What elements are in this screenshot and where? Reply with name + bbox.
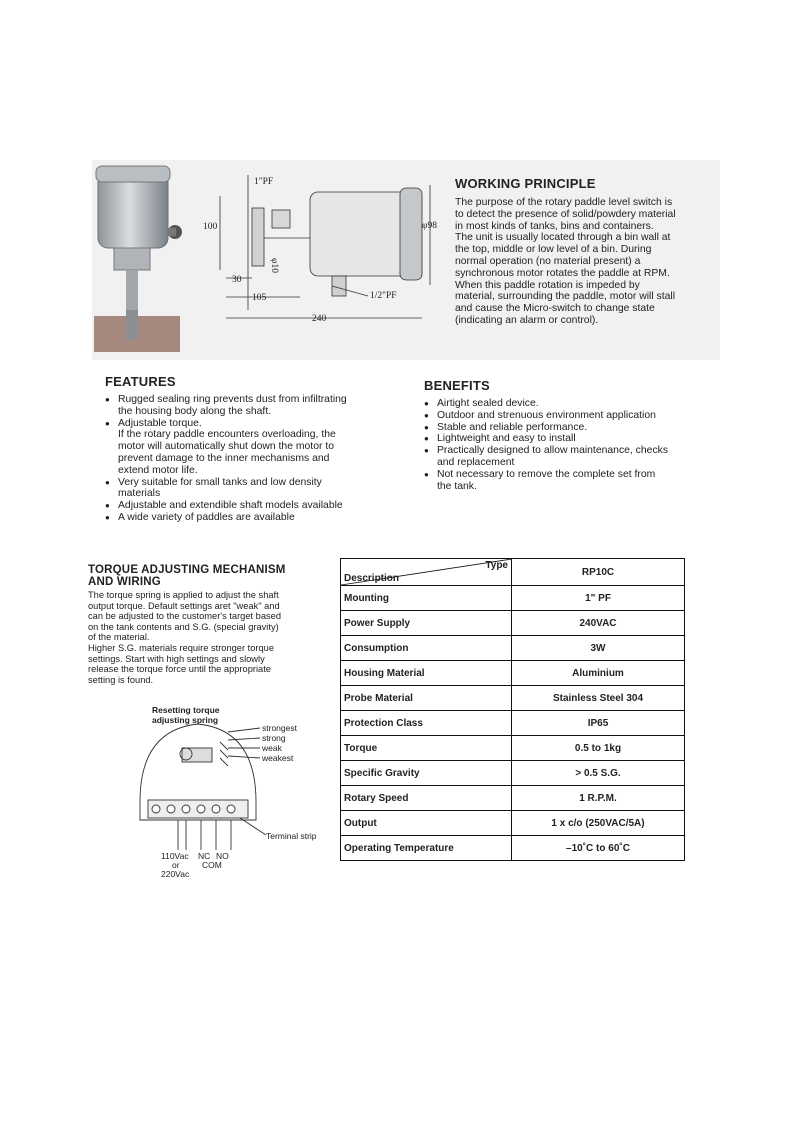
label-no: NO: [216, 851, 229, 861]
wp-line: to detect the presence of solid/powdery material: [455, 208, 676, 220]
wp-line: material, surrounding the paddle, motor will stall: [455, 291, 676, 303]
row-value: 240VAC: [512, 611, 685, 636]
list-item: ● Not necessary to remove the complete set from the tank.: [424, 469, 724, 493]
table-row: [341, 636, 685, 661]
wp-line: The purpose of the rotary paddle level switch is: [455, 197, 673, 208]
wp-line: and cause the Micro-switch to change state: [455, 303, 655, 315]
torque-title: TORQUE ADJUSTING MECHANISM AND WIRING: [88, 564, 286, 588]
wp-line: The unit is usually located through a bin wall at: [455, 232, 671, 244]
table-header-row: [341, 559, 685, 586]
table-row: [341, 811, 685, 836]
wiring-diagram: [128, 702, 336, 892]
dim-30: 30: [232, 275, 242, 285]
row-value: Aluminium: [512, 661, 685, 686]
wp-line: the top, middle or low level of a bin. During: [455, 244, 652, 256]
list-item: ● Adjustable torque. If the rotary paddle encounters overloading, the motor will automatically shut down the motor to prevent damage to the inner mechanisms and extend motor life.: [105, 418, 405, 477]
working-principle: [455, 176, 725, 327]
features-title: FEATURES: [105, 374, 176, 389]
list-item: ● Adjustable and extendible shaft models available: [105, 500, 405, 512]
dim-d98: φ98: [422, 221, 437, 231]
row-label: Output: [341, 811, 512, 836]
row-label: Housing Material: [341, 661, 512, 686]
label-220vac: 220Vac: [161, 869, 190, 879]
table-row: [341, 786, 685, 811]
torque-line: release the torque force until the appropriate: [88, 664, 271, 675]
torque-line: on the tank contents and S.G. (special gravity): [88, 621, 279, 632]
benefits-title: BENEFITS: [424, 378, 490, 393]
product-photo: [92, 160, 187, 360]
row-value: Stainless Steel 304: [512, 686, 685, 711]
table-row: [341, 761, 685, 786]
row-label: Power Supply: [341, 611, 512, 636]
table-row: [341, 611, 685, 636]
dim-105: 105: [252, 293, 267, 303]
label-strongest: strongest: [262, 723, 297, 733]
model-cell: RP10C: [512, 559, 685, 586]
dim-100: 100: [203, 222, 218, 232]
torque-line: Higher S.G. materials require stronger torque: [88, 642, 275, 653]
header-cell: [341, 559, 512, 586]
label-weakest: weakest: [262, 753, 294, 763]
list-item: ● A wide variety of paddles are available: [105, 512, 405, 524]
table-row: [341, 686, 685, 711]
benefits-list: [424, 398, 724, 492]
working-principle-title: WORKING PRINCIPLE: [455, 176, 596, 191]
row-value: IP65: [512, 711, 685, 736]
label-com: COM: [202, 860, 222, 870]
row-value: 0.5 to 1kg: [512, 736, 685, 761]
description-label: Description: [344, 573, 400, 584]
wiring-caption-1: Resetting torque: [152, 705, 220, 715]
list-item: ● Stable and reliable performance.: [424, 422, 724, 434]
wp-line: normal operation (no material present) a: [455, 255, 641, 267]
wp-line: synchronous motor rotates the paddle at RPM.: [455, 267, 670, 279]
spec-table: [340, 558, 685, 861]
list-item: ● Lightweight and easy to install: [424, 433, 724, 445]
working-principle-text: [455, 197, 725, 327]
row-value: > 0.5 S.G.: [512, 761, 685, 786]
wp-line: in most kinds of tanks, bins and containers.: [455, 220, 654, 232]
torque-text: [88, 590, 338, 685]
label-110vac: 110Vac: [161, 851, 189, 861]
dim-half-pf: 1/2"PF: [370, 291, 397, 301]
row-label: Mounting: [341, 586, 512, 611]
torque-line: of the material.: [88, 632, 150, 643]
benefits-section: [424, 378, 724, 492]
wp-line: (indicating an alarm or control).: [455, 314, 599, 326]
list-item: ● Practically designed to allow maintenance, checks and replacement: [424, 445, 724, 469]
label-strong: strong: [262, 733, 286, 743]
table-row: [341, 711, 685, 736]
torque-line: settings. Start with high settings and slowly: [88, 653, 265, 664]
features-section: [105, 374, 405, 524]
dim-d10: φ10: [269, 258, 279, 273]
row-label: Probe Material: [341, 686, 512, 711]
table-row: [341, 661, 685, 686]
dim-pf: 1"PF: [254, 177, 274, 187]
row-label: Protection Class: [341, 711, 512, 736]
row-value: 1 x c/o (250VAC/5A): [512, 811, 685, 836]
table-row: [341, 736, 685, 761]
row-label: Torque: [341, 736, 512, 761]
torque-line: setting is found.: [88, 674, 154, 685]
label-weak: weak: [262, 743, 282, 753]
label-nc: NC: [198, 851, 211, 861]
torque-line: output torque. Default settings aret "weak" and: [88, 600, 280, 611]
row-label: Specific Gravity: [341, 761, 512, 786]
torque-section: [88, 564, 338, 685]
wp-line: When this paddle rotation is impeded by: [455, 279, 640, 291]
row-label: Rotary Speed: [341, 786, 512, 811]
row-label: Operating Temperature: [341, 836, 512, 861]
list-item: ● Outdoor and strenuous environment application: [424, 410, 724, 422]
row-value: –10˚C to 60˚C: [512, 836, 685, 861]
wiring-caption-2: adjusting spring: [152, 715, 219, 725]
torque-line: can be adjusted to the customer's target based: [88, 611, 281, 622]
list-item: ● Rugged sealing ring prevents dust from infiltrating the housing body along the shaft.: [105, 394, 405, 418]
label-terminal-strip: Terminal strip: [266, 831, 317, 841]
features-list: [105, 394, 405, 524]
table-row: [341, 586, 685, 611]
list-item: ● Very suitable for small tanks and low density materials: [105, 477, 405, 501]
row-value: 1 R.P.M.: [512, 786, 685, 811]
row-label: Consumption: [341, 636, 512, 661]
list-item: ● Airtight sealed device.: [424, 398, 724, 410]
torque-line: The torque spring is applied to adjust the shaft: [88, 590, 279, 600]
dim-240: 240: [312, 314, 327, 324]
dimension-drawing: [200, 170, 445, 330]
type-label: Type: [485, 560, 508, 571]
label-or: or: [172, 860, 180, 870]
row-value: 3W: [512, 636, 685, 661]
table-row: [341, 836, 685, 861]
row-value: 1" PF: [512, 586, 685, 611]
